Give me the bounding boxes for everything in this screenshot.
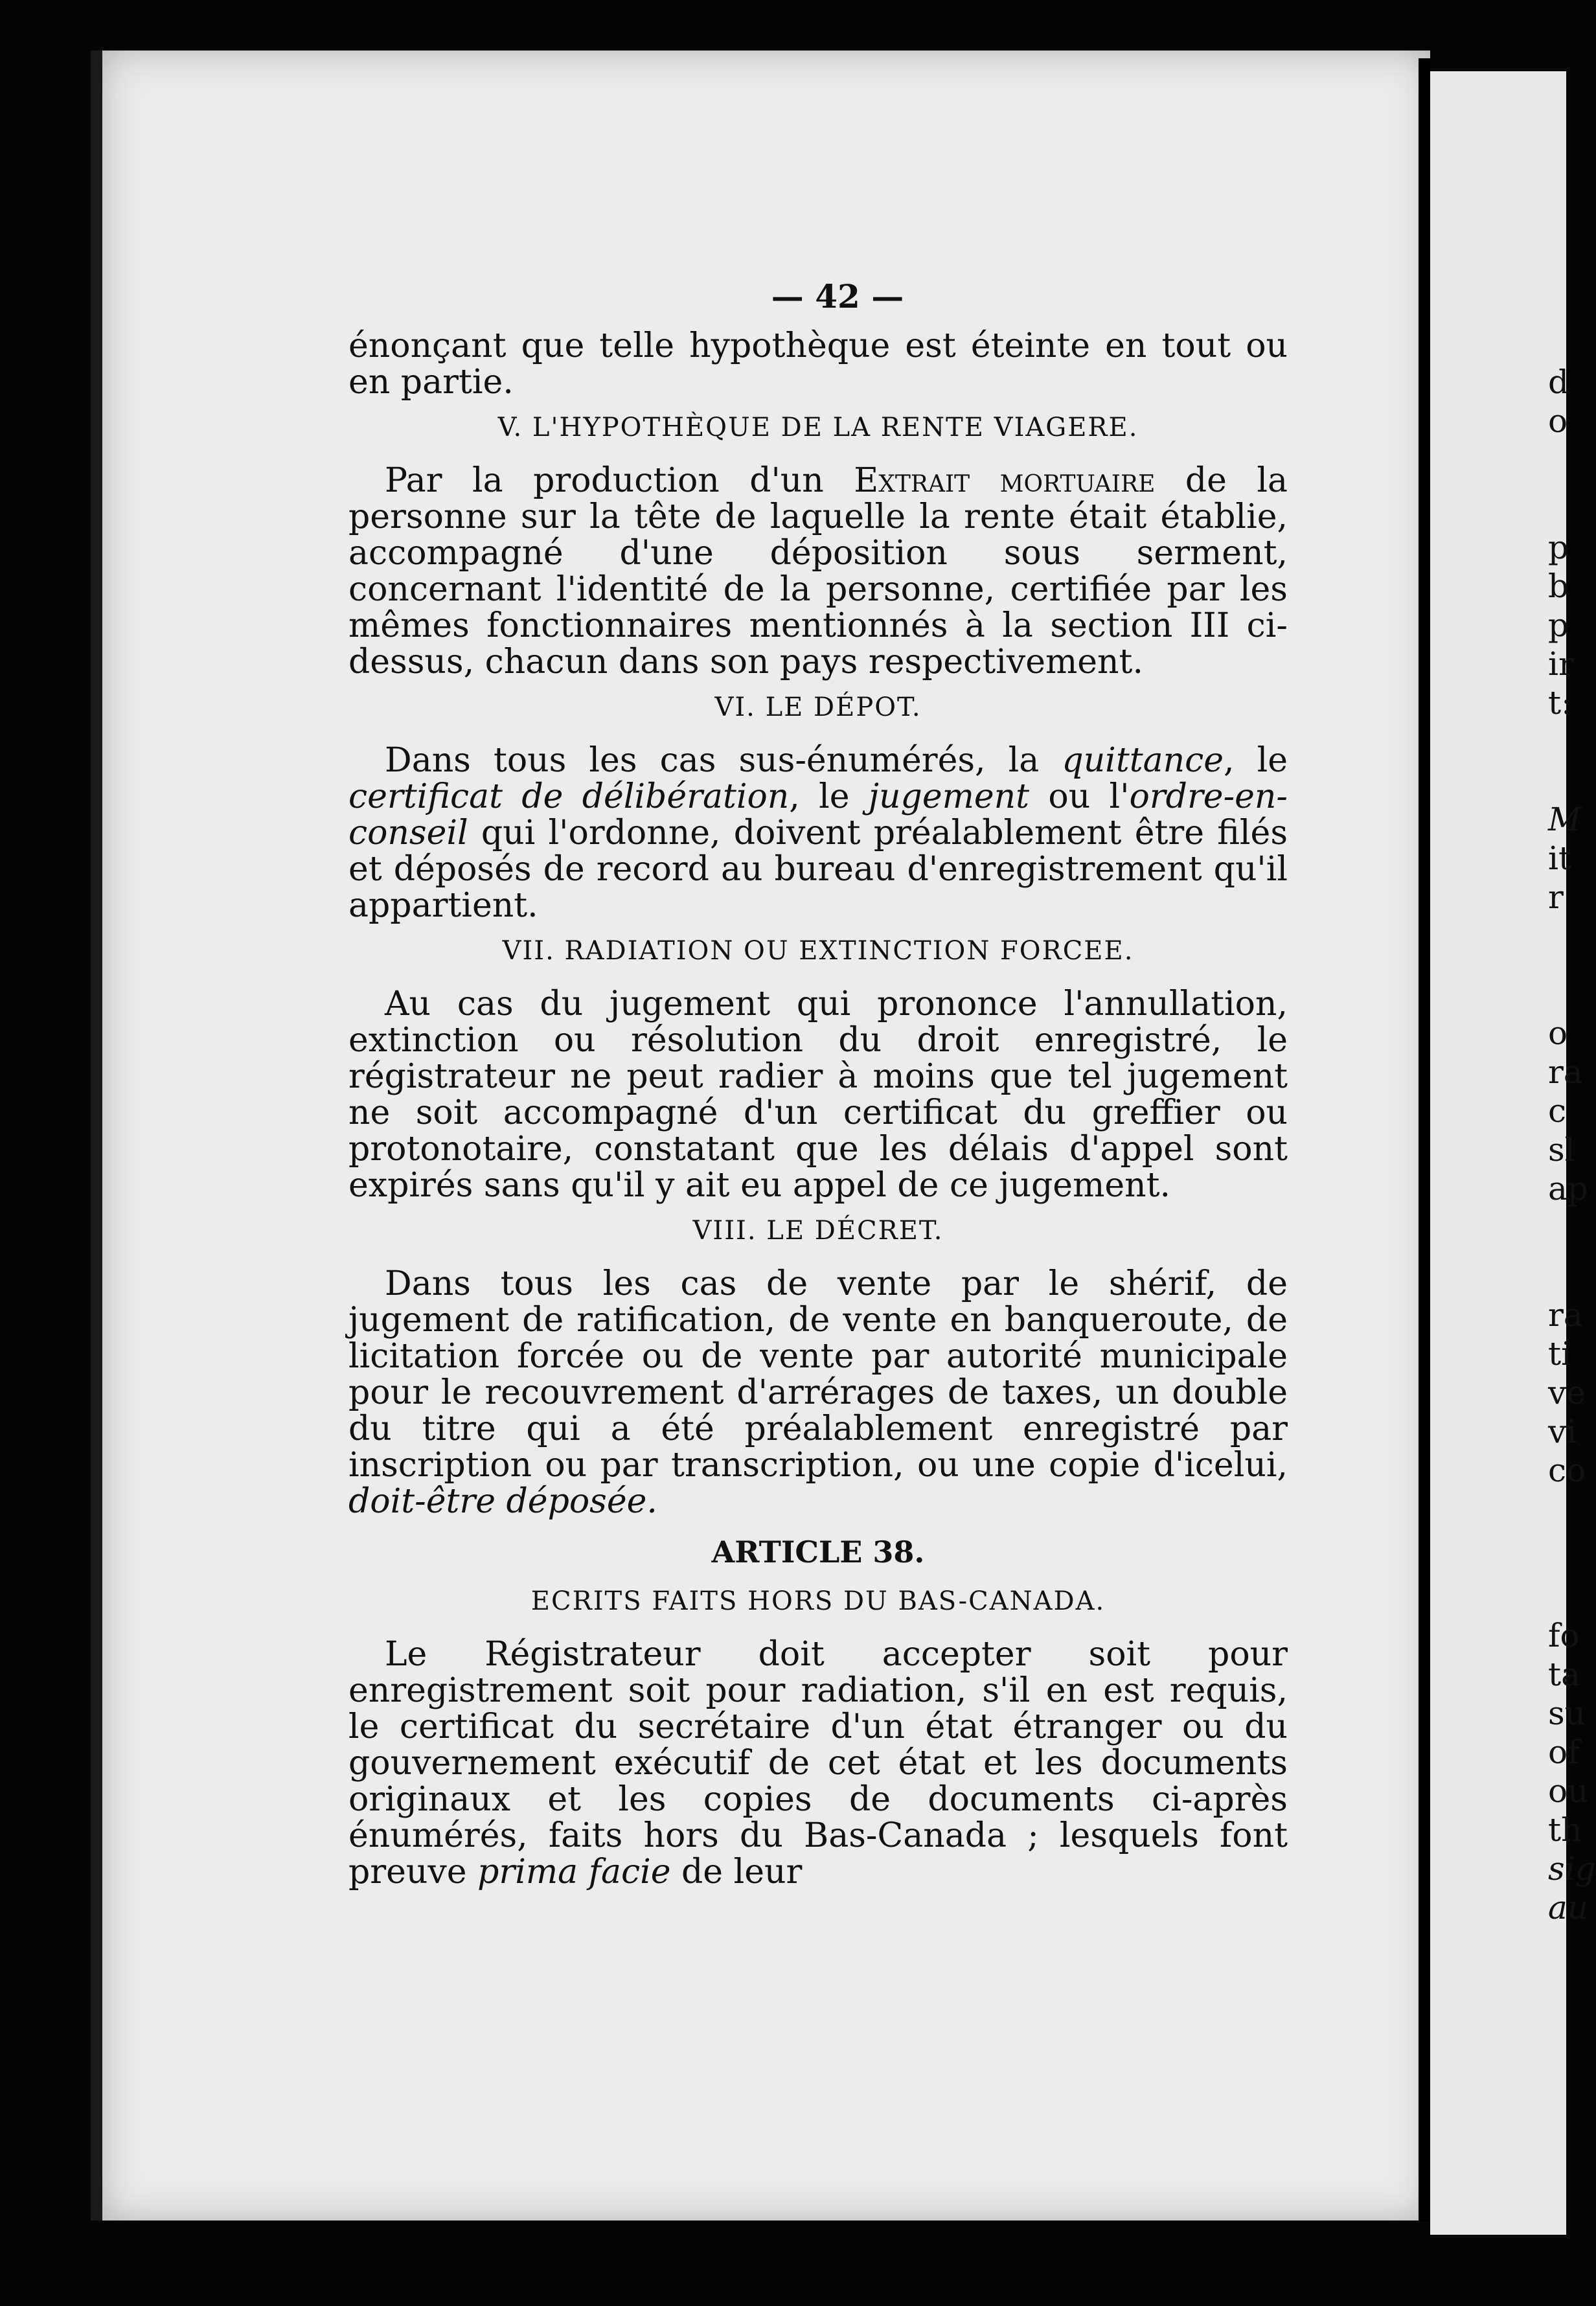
article-heading: ECRITS FAITS HORS DU BAS-CANADA. <box>530 1586 1106 1616</box>
fragment: p <box>1548 529 1569 566</box>
extract-mortuaire: Extrait mortuaire <box>854 461 1156 500</box>
vi-text-5: qui l'ordonne, doivent préalablement être filés et déposés de record au bureau d'enregistrement qu'il appartient. <box>348 814 1288 925</box>
section-vii-paragraph: Au cas du jugement qui prononce l'annullation, extinction ou résolution du droit enregistré, le régistrateur ne peut radier à moins que tel jugement ne soit accompagné d'un certificat du greffier ou protonotaire, constatant que les délais d'appel sont expirés sans qu'il y ait eu appel de ce jugement. <box>348 985 1288 1205</box>
section-vii-heading: VII. RADIATION OU EXTINCTION FORCEE. <box>502 936 1134 966</box>
fragment: M <box>1548 801 1582 838</box>
article-title: ARTICLE 38. <box>711 1535 925 1570</box>
fragment: c <box>1548 1092 1567 1130</box>
section-v-lead: Par la production d'un <box>385 461 824 500</box>
vi-text-4: ou l' <box>1048 777 1130 816</box>
fragment: o <box>1548 402 1568 440</box>
section-v-paragraph <box>348 462 1288 680</box>
fragment: au <box>1548 1889 1589 1926</box>
vi-text-2: , le <box>1224 741 1288 780</box>
section-vi-paragraph <box>348 742 1288 924</box>
adjacent-page <box>1430 71 1566 2235</box>
fragment: it <box>1548 839 1572 877</box>
page-text <box>348 279 1288 1890</box>
section-viii-paragraph <box>348 1266 1288 1520</box>
fragment: ra <box>1548 1296 1583 1334</box>
fragment: r <box>1548 878 1564 916</box>
fragment: fo <box>1548 1617 1580 1654</box>
viii-italic-end: doit-être déposée. <box>348 1482 657 1521</box>
fragment: of <box>1548 1733 1580 1771</box>
vi-italic-quittance: quittance <box>1062 741 1224 780</box>
vi-italic-certificat: certificat de délibération <box>348 777 790 816</box>
fragment: t: <box>1548 684 1572 722</box>
vi-text-1: Dans tous les cas sus-énumérés, la <box>385 741 1040 780</box>
page-gutter <box>1419 58 1430 2222</box>
fragment: su <box>1548 1695 1586 1732</box>
vi-italic-jugement: jugement <box>868 777 1030 816</box>
intro-paragraph: énonçant que telle hypothèque est éteinte en tout ou en partie. <box>348 326 1288 402</box>
fragment: ir <box>1548 645 1574 683</box>
article-italic: prima facie <box>477 1853 671 1891</box>
section-vi-heading: VI. LE DÉPOT. <box>714 692 922 722</box>
page-number: — 42 — <box>771 277 904 315</box>
article-end: de leur <box>681 1853 803 1891</box>
fragment: ap <box>1548 1170 1588 1207</box>
fragment: th <box>1548 1811 1582 1849</box>
vi-italic-ordre: ordre-en-conseil <box>348 777 1288 852</box>
fragment: ve <box>1548 1374 1586 1411</box>
fragment: ra <box>1548 1053 1583 1091</box>
fragment: sl <box>1548 1131 1575 1169</box>
section-v-rest: de la personne sur la tête de laquelle la rente était établie, accompagné d'une déposition sous serment, concernant l'identité de la personne, certifiée par les mêmes fonctionnaires mentionnés à la section III ci-dessus, chacun dans son pays respectivement. <box>348 461 1288 681</box>
section-v-heading: V. L'HYPOTHÈQUE DE LA RENTE VIAGERE. <box>497 413 1139 442</box>
viii-text: Dans tous les cas de vente par le shérif, de jugement de ratification, de vente en banqueroute, de licitation forcée ou de vente par autorité municipale pour le recouvrement d'arrérages de taxes, un double du titre qui a été préalablement enregistré par inscription ou par transcription, ou une copie d'icelui, <box>348 1264 1288 1485</box>
article-paragraph <box>348 1636 1288 1890</box>
fragment: b <box>1548 567 1569 605</box>
fragment: p <box>1548 606 1569 644</box>
section-viii-heading: VIII. LE DÉCRET. <box>692 1216 944 1246</box>
fragment: ou <box>1548 1772 1589 1810</box>
vi-text-3: , le <box>789 777 850 816</box>
fragment: o <box>1548 1014 1568 1052</box>
fragment: sig <box>1548 1850 1596 1888</box>
fragment: ti <box>1548 1335 1572 1373</box>
fragment: co <box>1548 1452 1586 1489</box>
article-text: Le Régistrateur doit accepter soit pour enregistrement soit pour radiation, s'il en est requis, le certificat du secrétaire d'un état étranger ou du gouvernement exécutif de cet état et les documents originaux et les copies de documents ci-après énumérés, faits hors du Bas-Canada ; lesquels font preuve <box>348 1635 1288 1891</box>
fragment: vi <box>1548 1413 1577 1450</box>
fragment: d <box>1548 363 1569 401</box>
fragment: ta <box>1548 1656 1580 1693</box>
